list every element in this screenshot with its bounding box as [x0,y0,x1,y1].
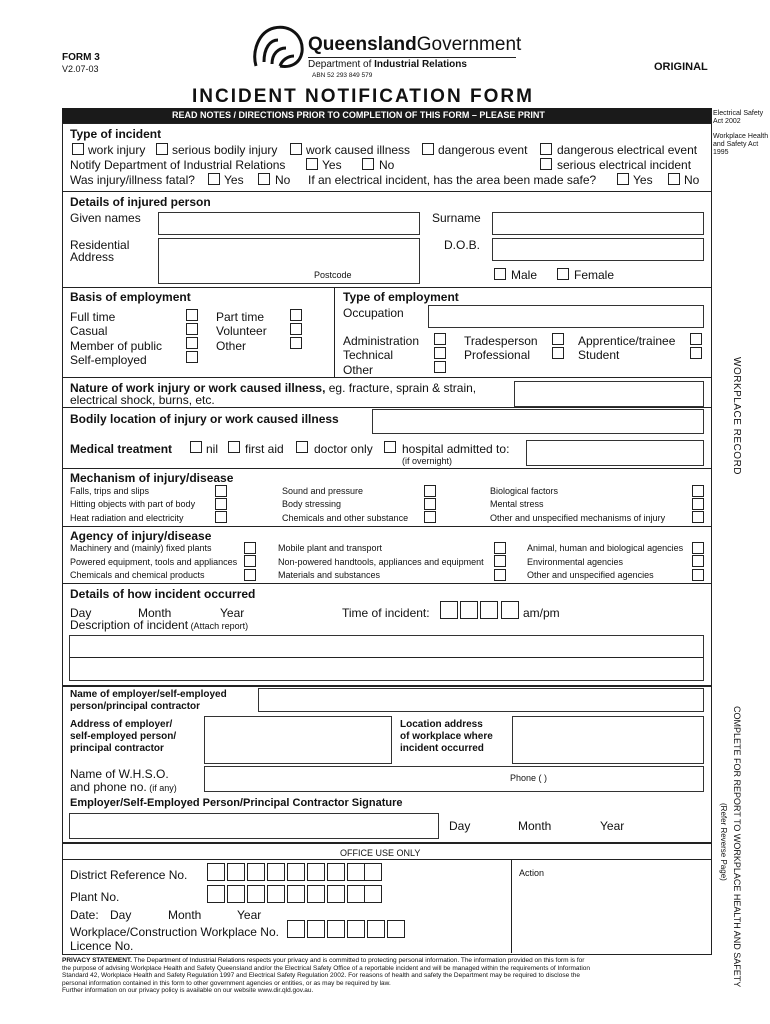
plant-digit-9[interactable] [364,885,382,903]
fatal-no-checkbox[interactable] [258,173,270,185]
agency-chemicals-checkbox[interactable] [244,569,256,581]
mech-body-stressing-label: Body stressing [282,499,342,509]
mech-heat-checkbox[interactable] [215,511,227,523]
female-label: Female [574,268,615,282]
full-time-label: Full time [70,310,116,324]
serious-bodily-injury-checkbox[interactable] [156,143,168,155]
overnight-label: (if overnight) [402,456,453,466]
first-aid-checkbox[interactable] [228,441,240,453]
dob-label: D.O.B. [444,238,481,252]
plant-digit-2[interactable] [227,885,245,903]
surname-input[interactable] [492,212,704,235]
student-checkbox[interactable] [690,347,702,359]
side-note-electrical: Electrical Safety Act 2002 [713,110,764,125]
employer-address-input[interactable] [204,716,392,764]
incident-month-label: Month [138,606,172,620]
agency-materials-checkbox[interactable] [494,569,506,581]
work-caused-illness-label: work caused illness [306,143,411,157]
employer-address-label-2: self-employed person/ [70,731,177,742]
residential-label: Residential [70,238,130,252]
casual-checkbox[interactable] [186,323,198,335]
full-time-checkbox[interactable] [186,309,198,321]
dangerous-electrical-event-label: dangerous electrical event [557,143,698,157]
dangerous-event-checkbox[interactable] [422,143,434,155]
mech-biological-checkbox[interactable] [692,485,704,497]
office-date-label: Date: [70,908,99,922]
employer-address-label-3: principal contractor [70,743,164,754]
agency-chemicals-label: Chemicals and chemical products [70,570,205,580]
location-label-1: Location address [400,719,483,730]
description-label: Description of incident (Attach report) [70,618,249,632]
district-digit-4[interactable] [267,863,285,881]
bodily-location-input[interactable] [372,409,704,434]
male-label: Male [511,268,538,282]
district-digit-3[interactable] [247,863,265,881]
administration-checkbox[interactable] [434,333,446,345]
fatal-no-label: No [275,173,291,187]
nature-example-label: electrical shock, burns, etc. [70,393,215,407]
district-digit-1[interactable] [207,863,225,881]
phone-label: Phone ( ) [510,773,548,783]
mechanism-heading: Mechanism of injury/disease [70,471,234,485]
work-caused-illness-checkbox[interactable] [290,143,302,155]
self-employed-checkbox[interactable] [186,351,198,363]
mech-heat-label: Heat radiation and electricity [70,513,184,523]
workplace-digit-6[interactable] [387,920,405,938]
mech-body-stressing-checkbox[interactable] [424,498,436,510]
residential-address-input[interactable] [158,238,420,284]
fatal-label: Was injury/illness fatal? [70,173,195,187]
agency-heading: Agency of injury/disease [70,529,212,543]
employer-name-input[interactable] [258,688,704,712]
agency-environmental-checkbox[interactable] [692,555,704,567]
mech-chemicals-label: Chemicals and other substance [282,513,409,523]
other-type-checkbox[interactable] [434,361,446,373]
female-checkbox[interactable] [557,268,569,280]
hospital-checkbox[interactable] [384,441,396,453]
plant-digit-7[interactable] [327,885,345,903]
whso-input[interactable] [204,766,704,792]
district-digit-8[interactable] [347,863,365,881]
location-label-2: of workplace where [400,731,493,742]
signature-input[interactable] [69,813,439,839]
area-safe-label: If an electrical incident, has the area been made safe? [308,173,597,187]
refer-reverse-side-label: (Refer Reverse Page) [719,803,728,881]
district-digit-9[interactable] [364,863,382,881]
privacy-statement: PRIVACY STATEMENT. The Department of Industrial Relations respects your privacy and is committed to protecting personal information. The information provided on this form is for the purpose of advising Workplace Health and Safety Queensland and/or the Electrical Safety Office of a reportable incident and will be managed within the requirements of Information Standard 42, Workplace Health and Safety Regulation 1997 and Electrical Safety Regulation 2002. For reasons of health and safety the Department may be required to disclose the personal information contained in this form to other government agencies or entities, or as may be required by law. Further information on our privacy policy is available on our website www.dir.qld.gov.au. [62,957,591,995]
location-label-3: incident occurred [400,743,484,754]
agency-mobile-checkbox[interactable] [494,542,506,554]
workplace-digit-5[interactable] [367,920,385,938]
plant-digit-8[interactable] [347,885,365,903]
area-safe-no-label: No [684,173,700,187]
agency-mobile-label: Mobile plant and transport [278,543,383,553]
form-version: V2.07-03 [62,64,99,74]
employer-name-label-1: Name of employer/self-employed [70,689,227,700]
incident-year-label: Year [220,606,245,620]
workplace-digit-1[interactable] [287,920,305,938]
student-label: Student [578,348,620,362]
serious-electrical-incident-label: serious electrical incident [557,158,692,172]
professional-checkbox[interactable] [552,347,564,359]
casual-label: Casual [70,324,108,338]
district-digit-5[interactable] [287,863,305,881]
form-title: INCIDENT NOTIFICATION FORM [192,86,534,107]
mech-sound-checkbox[interactable] [424,485,436,497]
part-time-label: Part time [216,310,265,324]
signature-day-label: Day [449,819,471,833]
mech-chemicals-checkbox[interactable] [424,511,436,523]
side-note-whs: Workplace Health and Safety Act 1995 [713,133,769,156]
plant-digit-1[interactable] [207,885,225,903]
occupation-input[interactable] [428,305,704,328]
technical-label: Technical [343,348,394,362]
fatal-yes-checkbox[interactable] [208,173,220,185]
postcode-label: Postcode [314,270,352,280]
nil-checkbox[interactable] [190,441,202,453]
basis-employment-heading: Basis of employment [70,290,191,304]
apprentice-label: Apprentice/trainee [578,334,676,348]
action-label: Action [519,868,545,878]
tradesperson-label: Tradesperson [464,334,538,348]
nature-input[interactable] [514,381,704,407]
workplace-digit-3[interactable] [327,920,345,938]
agency-animal-checkbox[interactable] [692,542,704,554]
occupation-label: Occupation [343,306,404,320]
apprentice-checkbox[interactable] [690,333,702,345]
doctor-only-label: doctor only [314,442,373,456]
notify-yes-label: Yes [322,158,342,172]
abn: ABN 52 293 849 579 [312,72,373,79]
area-safe-yes-label: Yes [633,173,653,187]
member-of-public-checkbox[interactable] [186,337,198,349]
workplace-record-side-label: WORKPLACE RECORD [731,357,742,476]
other-basis-checkbox[interactable] [290,337,302,349]
signature-month-label: Month [518,819,552,833]
administration-label: Administration [343,334,420,348]
description-input[interactable] [69,635,704,681]
other-basis-label: Other [216,339,247,353]
mech-biological-label: Biological factors [490,486,559,496]
agency-materials-label: Materials and substances [278,570,381,580]
agency-animal-label: Animal, human and biological agencies [527,543,684,553]
volunteer-checkbox[interactable] [290,323,302,335]
ampm-label: am/pm [523,606,560,620]
plant-digit-4[interactable] [267,885,285,903]
district-digit-2[interactable] [227,863,245,881]
location-input[interactable] [512,716,704,764]
work-injury-checkbox[interactable] [72,143,84,155]
time-of-incident-label: Time of incident: [342,606,430,620]
mech-other-checkbox[interactable] [692,511,704,523]
mech-sound-label: Sound and pressure [282,486,364,496]
complete-for-side-label: COMPLETE FOR REPORT TO WORKPLACE HEALTH AND SAFETY [732,706,742,988]
serious-bodily-injury-label: serious bodily injury [172,143,278,157]
self-employed-label: Self-employed [70,353,147,367]
doctor-only-checkbox[interactable] [296,441,308,453]
area-safe-no-checkbox[interactable] [668,173,680,185]
whso-label-2: and phone no. (if any) [70,780,177,794]
time-digit-1[interactable] [440,601,458,619]
qld-crest-logo [250,22,306,72]
agency-machinery-checkbox[interactable] [244,542,256,554]
first-aid-label: first aid [245,442,284,456]
signature-year-label: Year [600,819,625,833]
agency-machinery-label: Machinery and (mainly) fixed plants [70,543,212,553]
bodily-location-label: Bodily location of injury or work caused illness [70,412,339,426]
dangerous-electrical-event-checkbox[interactable] [540,143,552,155]
licence-no-label: Licence No. [70,939,134,953]
department-name: Department of Industrial Relations [308,59,467,70]
notify-label: Notify Department of Industrial Relations [70,158,286,172]
office-use-heading: OFFICE USE ONLY [340,848,421,858]
medical-treatment-label: Medical treatment [70,442,173,456]
injured-person-heading: Details of injured person [70,195,211,209]
hospital-input[interactable] [526,440,704,466]
district-digit-6[interactable] [307,863,325,881]
work-injury-label: work injury [88,143,146,157]
agency-powered-checkbox[interactable] [244,555,256,567]
district-ref-label: District Reference No. [70,868,188,882]
agency-other-label: Other and unspecified agencies [527,570,654,580]
incident-details-heading: Details of how incident occurred [70,587,256,601]
workplace-digit-4[interactable] [347,920,365,938]
instructions-banner [62,108,712,123]
dob-input[interactable] [492,238,704,261]
signature-label: Employer/Self-Employed Person/Principal Contractor Signature [70,797,403,809]
mech-falls-checkbox[interactable] [215,485,227,497]
plant-digit-6[interactable] [307,885,325,903]
dangerous-event-label: dangerous event [438,143,528,157]
gov-name: QueenslandGovernment [308,34,522,55]
workplace-digit-2[interactable] [307,920,325,938]
agency-environmental-label: Environmental agencies [527,557,624,567]
member-of-public-label: Member of public [70,339,163,353]
professional-label: Professional [464,348,531,362]
technical-checkbox[interactable] [434,347,446,359]
tradesperson-checkbox[interactable] [552,333,564,345]
banner-text: READ NOTES / DIRECTIONS PRIOR TO COMPLETION OF THIS FORM – PLEASE PRINT [172,110,545,120]
part-time-checkbox[interactable] [290,309,302,321]
surname-label: Surname [432,211,481,225]
mech-hitting-label: Hitting objects with part of body [70,499,196,509]
given-names-input[interactable] [158,212,420,235]
agency-nonpowered-checkbox[interactable] [494,555,506,567]
mech-mental-stress-checkbox[interactable] [692,498,704,510]
employer-name-label-2: person/principal contractor [70,701,201,712]
incident-day-label: Day [70,606,92,620]
form-number: FORM 3 [62,52,100,63]
office-year-label: Year [237,908,262,922]
incident-type-heading: Type of incident [70,127,162,141]
district-digit-7[interactable] [327,863,345,881]
area-safe-yes-checkbox[interactable] [617,173,629,185]
whso-label-1: Name of W.H.S.O. [70,767,169,781]
time-digit-3[interactable] [480,601,498,619]
office-day-label: Day [110,908,132,922]
nature-label: Nature of work injury or work caused illness, eg. fracture, sprain & strain, [70,381,477,395]
employer-address-label-1: Address of employer/ [70,719,173,730]
agency-powered-label: Powered equipment, tools and appliances [70,557,238,567]
plant-no-label: Plant No. [70,890,120,904]
volunteer-label: Volunteer [216,324,267,338]
serious-electrical-incident-checkbox[interactable] [540,158,552,170]
agency-other-checkbox[interactable] [692,569,704,581]
mech-falls-label: Falls, trips and slips [70,486,150,496]
mech-mental-stress-label: Mental stress [490,499,544,509]
given-names-label: Given names [70,211,141,225]
office-month-label: Month [168,908,202,922]
time-digit-2[interactable] [460,601,478,619]
plant-digit-5[interactable] [287,885,305,903]
plant-digit-3[interactable] [247,885,265,903]
fatal-yes-label: Yes [224,173,244,187]
nil-label: nil [206,442,219,456]
type-employment-heading: Type of employment [343,290,459,304]
original-label: ORIGINAL [654,61,708,73]
notify-no-label: No [379,158,395,172]
agency-nonpowered-label: Non-powered handtools, appliances and equipment [278,557,484,567]
hospital-label: hospital admitted to: [402,442,510,456]
other-type-label: Other [343,363,374,377]
mech-other-label: Other and unspecified mechanisms of injury [490,513,666,523]
time-digit-4[interactable] [501,601,519,619]
address-label: Address [70,250,115,264]
male-checkbox[interactable] [494,268,506,280]
workplace-no-label: Workplace/Construction Workplace No. [70,925,279,939]
mech-hitting-checkbox[interactable] [215,498,227,510]
notify-yes-checkbox[interactable] [306,158,318,170]
notify-no-checkbox[interactable] [362,158,374,170]
